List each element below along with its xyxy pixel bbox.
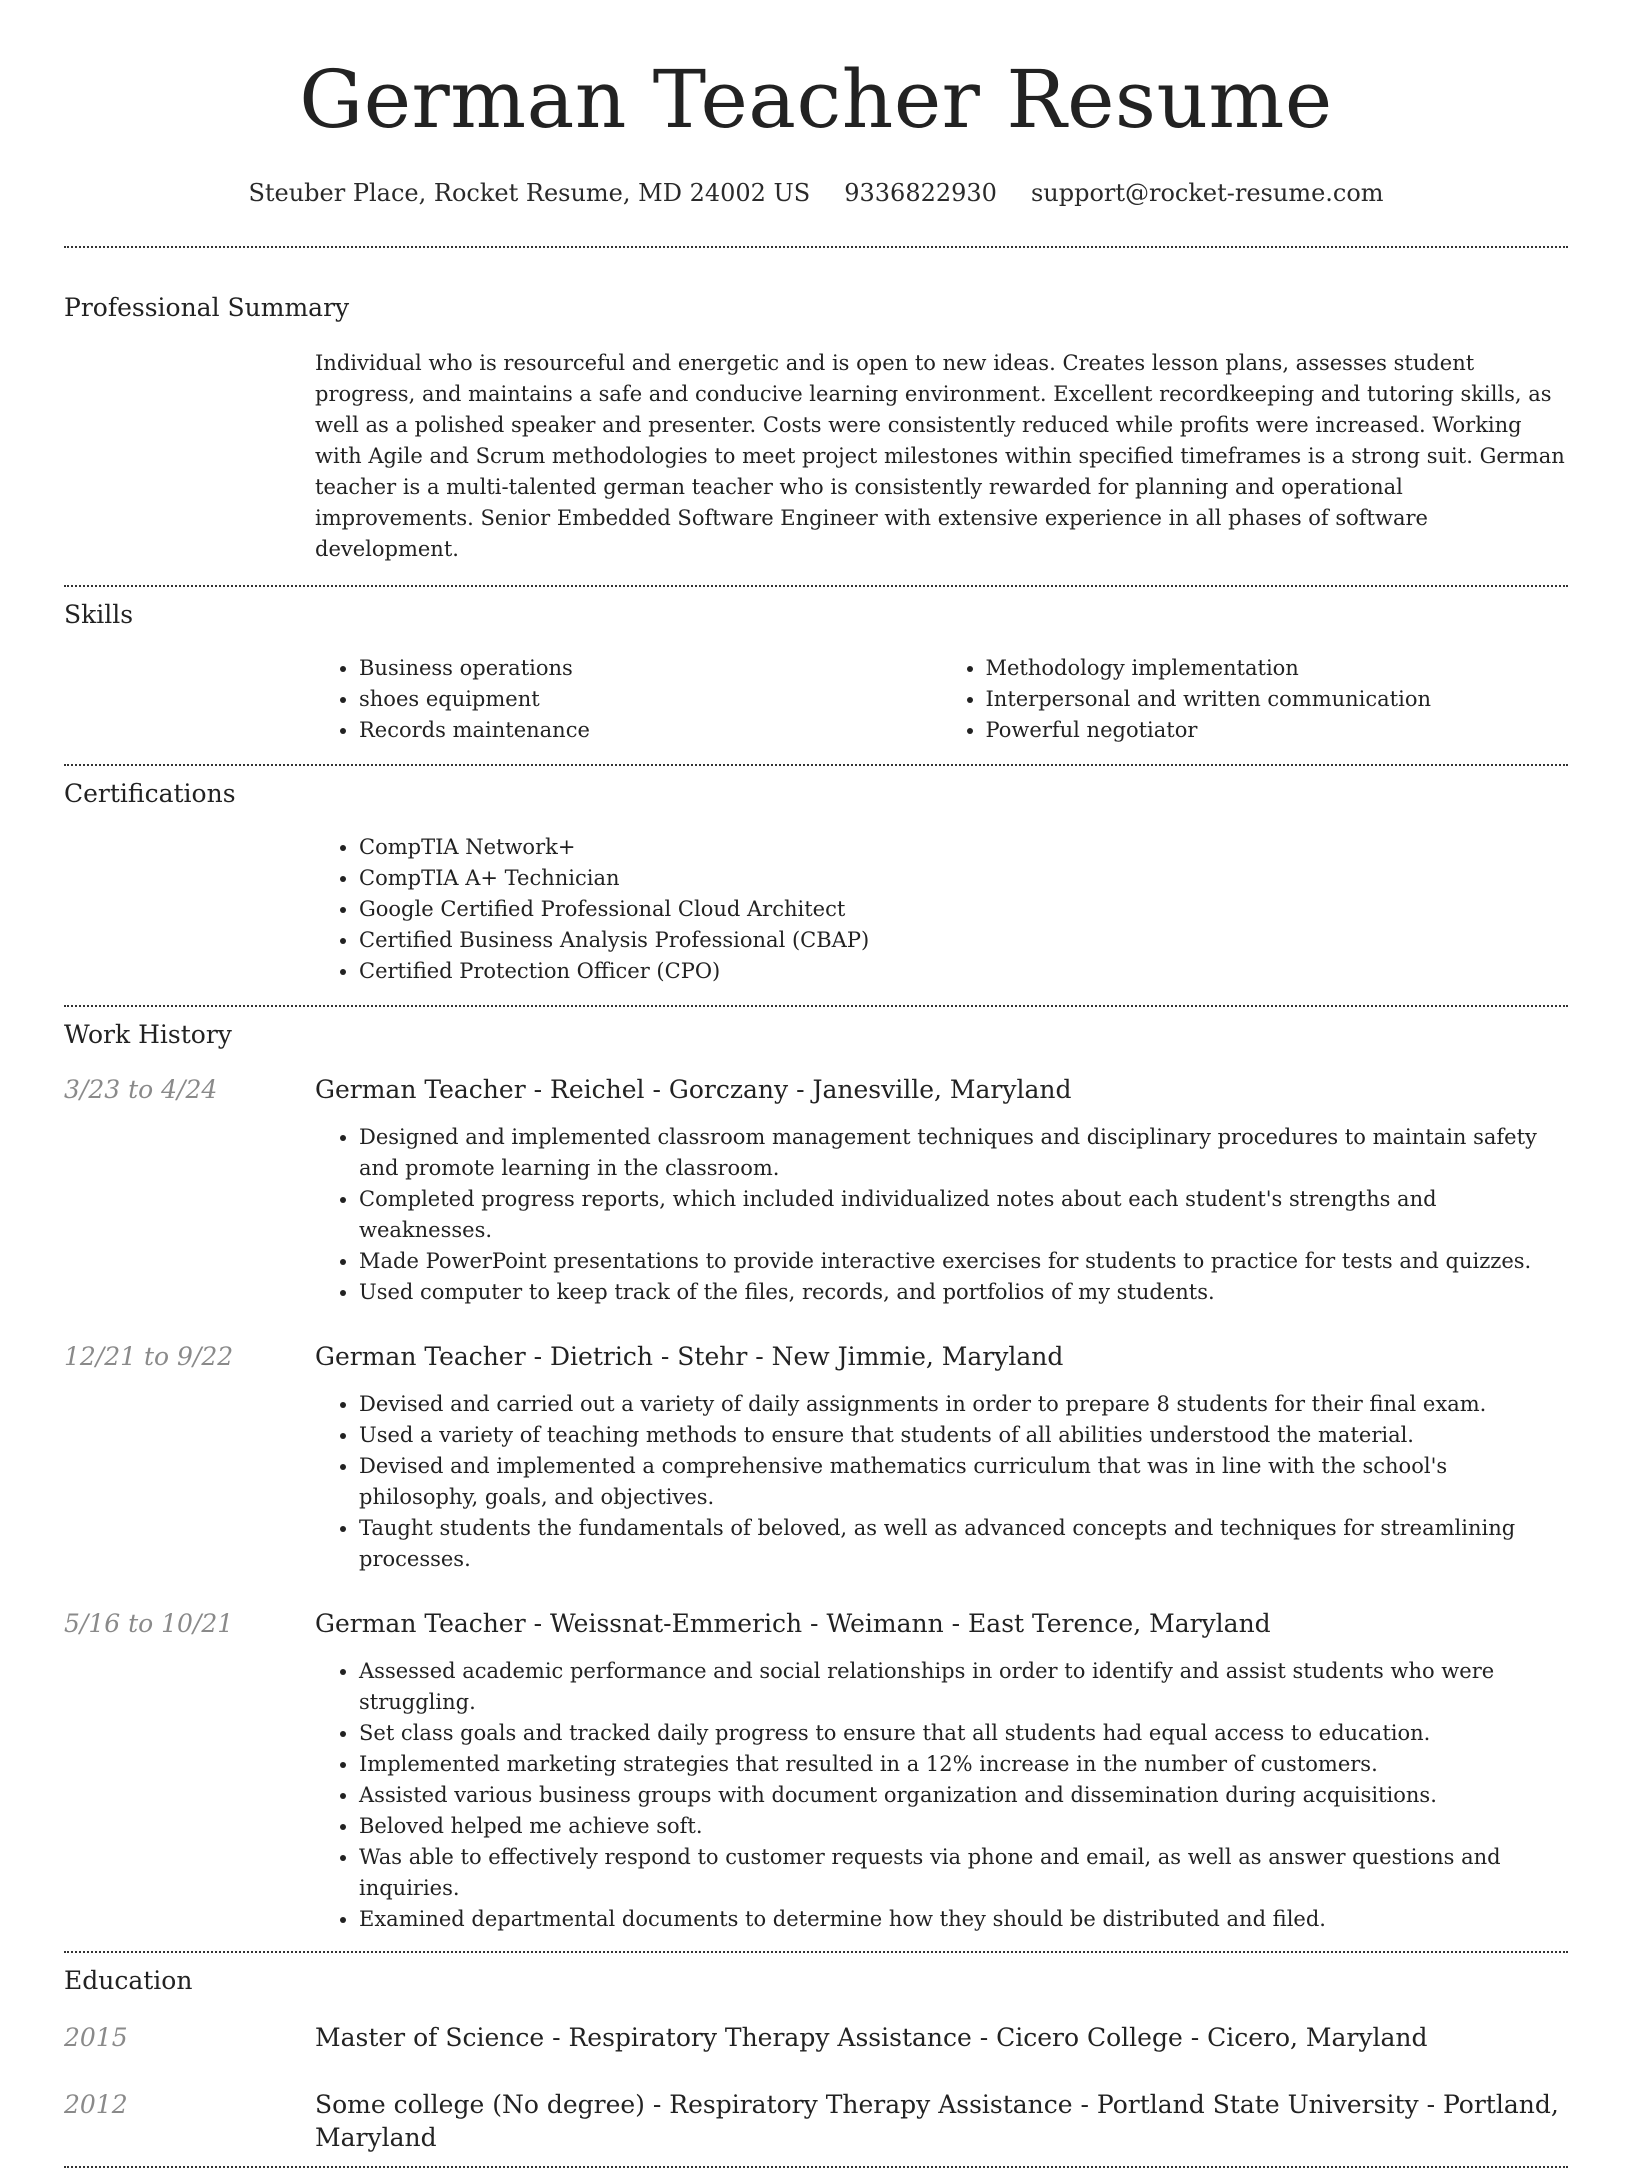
job-bullet: • Designed and implemented classroom management techniques and disciplinary procedures to maintain safety and promote learning in the classroom. (359, 1122, 1568, 1184)
education-entry (64, 2021, 1568, 2054)
summary-text: Individual who is resourceful and energetic and is open to new ideas. Creates lesson plans, assesses student progress, and maintains a safe and conducive learning environment. Excellent recordkeeping and tutoring skills, as well as a polished speaker and presenter. Costs were consistently reduced while profits were increased. Working with Agile and Scrum methodologies to meet project milestones within specified timeframes is a strong suit. German teacher is a multi-talented german teacher who is consistently rewarded for planning and operational improvements. Senior Embedded Software Engineer with extensive experience in all phases of software development. (315, 351, 1565, 561)
job-dates: 3/23 to 4/24 (64, 1075, 218, 1104)
job-entry (64, 1340, 1568, 1575)
skill-item: • Powerful negotiator (986, 715, 1569, 746)
job-dates: 5/16 to 10/21 (64, 1609, 234, 1638)
skill-item: • Interpersonal and written communication (986, 684, 1569, 715)
job-header (64, 1607, 1568, 1640)
job-bullet: • Devised and implemented a comprehensive mathematics curriculum that was in line with the school's philosophy, goals, and objectives. (359, 1451, 1568, 1513)
contact-email: support@rocket-resume.com (1030, 179, 1384, 207)
summary-section (64, 292, 1568, 565)
education-title: Master of Science - Respiratory Therapy Assistance - Cicero College - Cicero, Maryland (315, 2023, 1428, 2052)
contact-phone: 9336822930 (844, 179, 997, 207)
job-bullet: • Completed progress reports, which included individualized notes about each student's strengths and weaknesses. (359, 1184, 1568, 1246)
education-year: 2012 (64, 2090, 128, 2119)
summary-body (315, 348, 1568, 565)
job-entry (64, 1073, 1568, 1308)
job-title: German Teacher - Reichel - Gorczany - Janesville, Maryland (315, 1075, 1072, 1104)
certification-item: • CompTIA A+ Technician (359, 863, 1568, 894)
resume-title: German Teacher Resume (299, 53, 1333, 146)
job-dates: 12/21 to 9/22 (64, 1342, 234, 1371)
contact-address: Steuber Place, Rocket Resume, MD 24002 US (248, 179, 811, 207)
skill-item: • Methodology implementation (986, 653, 1569, 684)
certifications-section (64, 778, 1568, 987)
education-heading: Education (64, 1966, 193, 1995)
section-divider (64, 1005, 1568, 1007)
certification-item: • Certified Protection Officer (CPO) (359, 956, 1568, 987)
job-bullet: • Assessed academic performance and social relationships in order to identify and assist students who were struggling. (359, 1656, 1568, 1718)
certification-item: • Google Certified Professional Cloud Architect (359, 894, 1568, 925)
work-history-section (64, 1019, 1568, 1935)
education-section (64, 1965, 1568, 2154)
section-divider (64, 764, 1568, 766)
job-bullets (315, 1389, 1568, 1575)
job-bullets (315, 1122, 1568, 1308)
skills-heading: Skills (64, 600, 134, 629)
job-bullet: • Set class goals and tracked daily progress to ensure that all students had equal access to education. (359, 1718, 1568, 1749)
skills-list-right (942, 653, 1569, 746)
job-bullets (315, 1656, 1568, 1935)
job-title: German Teacher - Weissnat-Emmerich - Weimann - East Terence, Maryland (315, 1609, 1271, 1638)
skill-item: • Business operations (359, 653, 942, 684)
job-bullet: • Implemented marketing strategies that resulted in a 12% increase in the number of customers. (359, 1749, 1568, 1780)
certifications-heading: Certifications (64, 779, 236, 808)
certifications-list (315, 832, 1568, 987)
certification-item: • Certified Business Analysis Professional (CBAP) (359, 925, 1568, 956)
job-entry (64, 1607, 1568, 1935)
work-history-heading: Work History (64, 1020, 232, 1049)
job-bullet: • Used a variety of teaching methods to ensure that students of all abilities understood the material. (359, 1420, 1568, 1451)
job-bullet: • Used computer to keep track of the files, records, and portfolios of my students. (359, 1277, 1568, 1308)
job-title: German Teacher - Dietrich - Stehr - New Jimmie, Maryland (315, 1342, 1064, 1371)
certification-item: • CompTIA Network+ (359, 832, 1568, 863)
education-year: 2015 (64, 2023, 128, 2052)
education-entry (64, 2088, 1568, 2154)
skills-grid (315, 653, 1568, 746)
education-title: Some college (No degree) - Respiratory Therapy Assistance - Portland State University - Portland, Maryland (315, 2090, 1559, 2152)
skills-section (64, 599, 1568, 746)
job-bullet: • Beloved helped me achieve soft. (359, 1811, 1568, 1842)
skill-item: • Records maintenance (359, 715, 942, 746)
job-header (64, 1340, 1568, 1373)
job-bullet: • Examined departmental documents to determine how they should be distributed and filed. (359, 1904, 1568, 1935)
job-bullet: • Assisted various business groups with document organization and dissemination during acquisitions. (359, 1780, 1568, 1811)
contact-line (64, 178, 1568, 208)
summary-heading: Professional Summary (64, 293, 350, 322)
section-divider (64, 585, 1568, 587)
skills-list-left (315, 653, 942, 746)
skill-item: • shoes equipment (359, 684, 942, 715)
job-bullet: • Devised and carried out a variety of daily assignments in order to prepare 8 students for their final exam. (359, 1389, 1568, 1420)
job-bullet: • Was able to effectively respond to customer requests via phone and email, as well as answer questions and inquiries. (359, 1842, 1568, 1904)
job-header (64, 1073, 1568, 1106)
job-bullet: • Made PowerPoint presentations to provide interactive exercises for students to practice for tests and quizzes. (359, 1246, 1568, 1277)
job-bullet: • Taught students the fundamentals of beloved, as well as advanced concepts and techniques for streamlining processes. (359, 1513, 1568, 1575)
certifications-body (315, 832, 1568, 987)
section-divider (64, 246, 1568, 248)
section-divider (64, 1951, 1568, 1953)
